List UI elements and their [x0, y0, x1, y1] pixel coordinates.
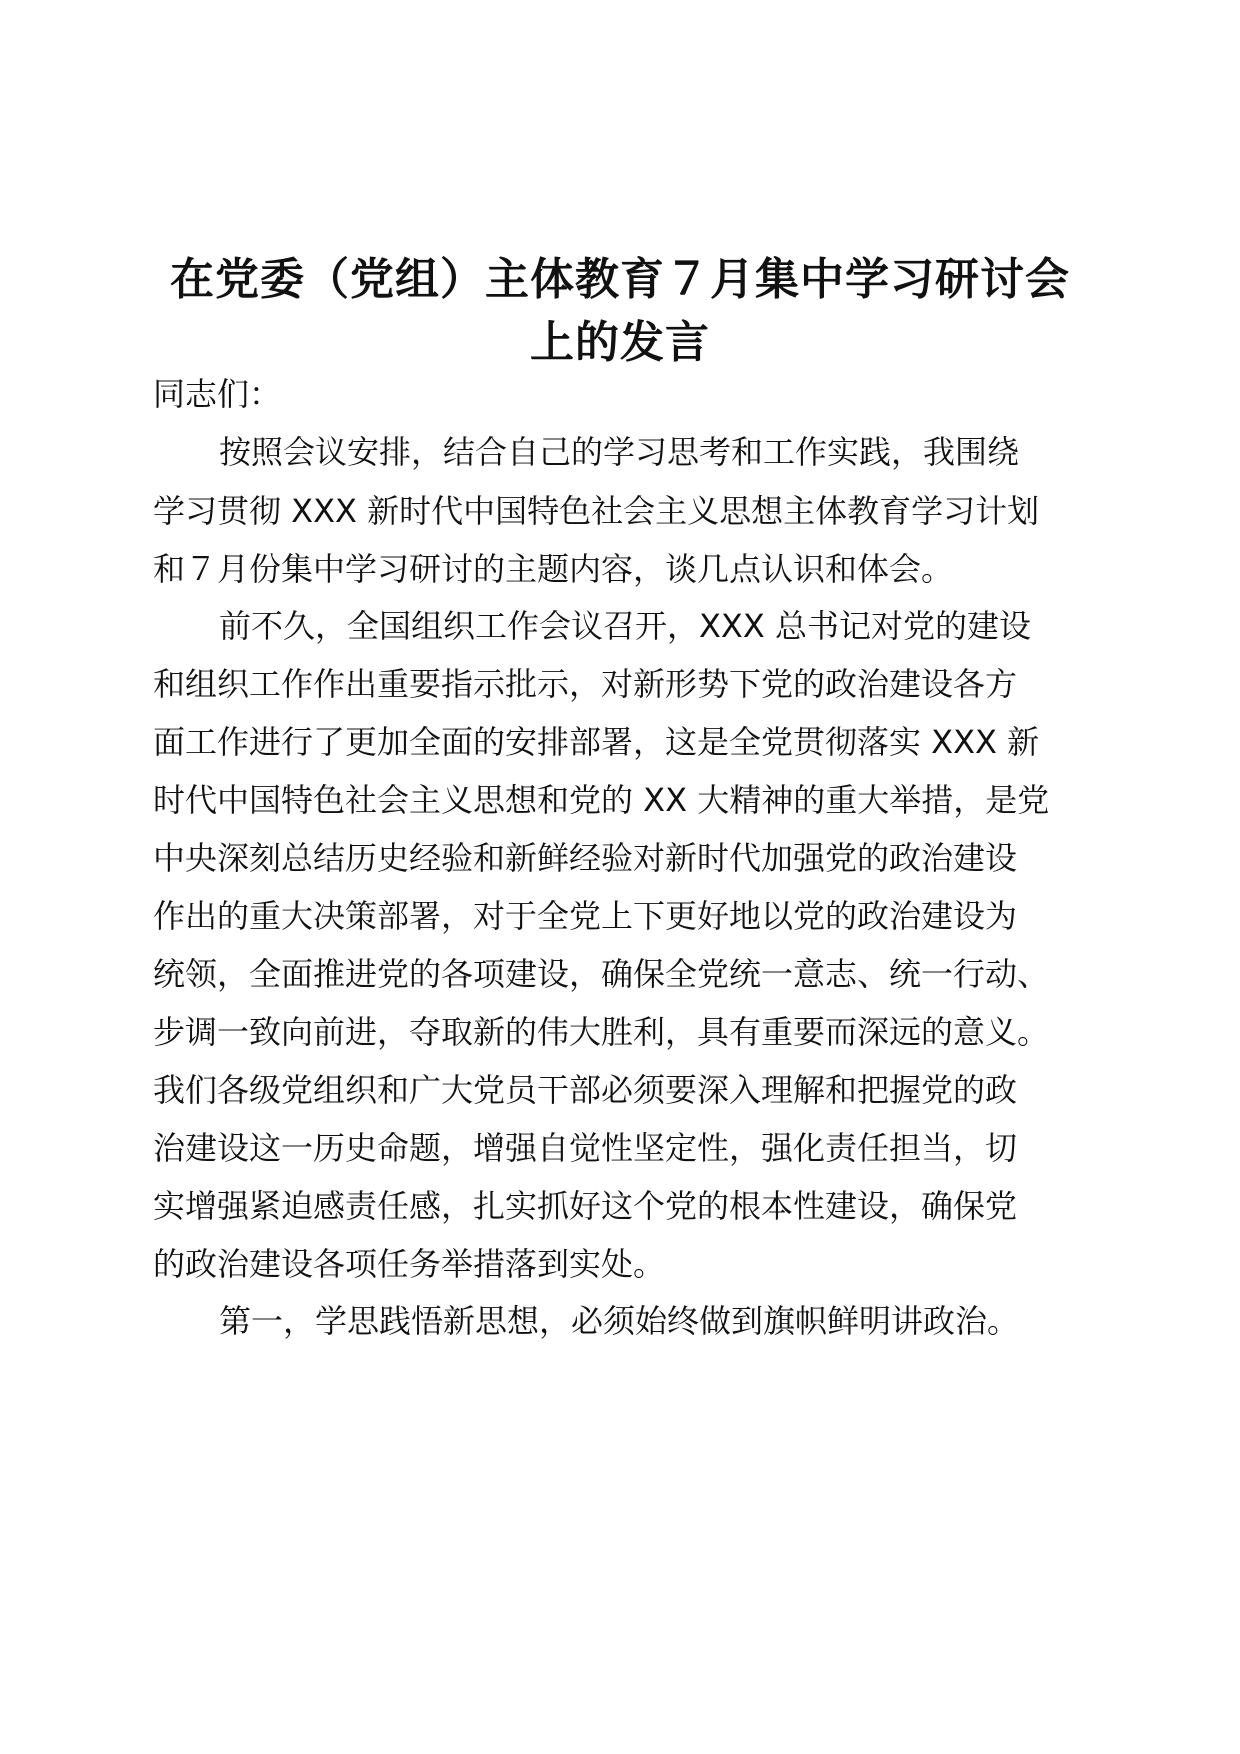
paragraph-2-line: 实增强紧迫感责任感，扎实抓好这个党的根本性建设，确保党: [153, 1187, 1018, 1225]
paragraph-3-line: 第一，学思践悟新思想，必须始终做到旗帜鲜明讲政治。: [219, 1302, 1020, 1340]
paragraph-2-line: 统领，全面推进党的各项建设，确保全党统一意志、统一行动、: [153, 955, 1050, 993]
paragraph-2-line: 作出的重大决策部署，对于全党上下更好地以党的政治建设为: [153, 897, 1018, 935]
paragraph-1-line: 学习贯彻 XXX 新时代中国特色社会主义思想主体教育学习计划: [153, 492, 1040, 530]
paragraph-2-line: 中央深刻总结历史经验和新鲜经验对新时代加强党的政治建设: [153, 839, 1018, 877]
document-title-line-2: 上的发言: [530, 317, 710, 368]
paragraph-2-line: 我们各级党组织和广大党员干部必须要深入理解和把握党的政: [153, 1071, 1018, 1109]
paragraph-2-line: 时代中国特色社会主义思想和党的 XX 大精神的重大举措，是党: [153, 781, 1050, 819]
paragraph-2-line: 面工作进行了更加全面的安排部署，这是全党贯彻落实 XXX 新: [153, 723, 1040, 761]
paragraph-2-line: 前不久，全国组织工作会议召开，XXX 总书记对党的建设: [219, 607, 1031, 645]
document-title-line-1: 在党委（党组）主体教育７月集中学习研讨会: [170, 254, 1070, 305]
paragraph-1-line: 按照会议安排，结合自己的学习思考和工作实践，我围绕: [219, 433, 1020, 471]
salutation: 同志们：: [153, 375, 282, 413]
paragraph-2-line: 治建设这一历史命题，增强自觉性坚定性，强化责任担当，切: [153, 1129, 1018, 1167]
paragraph-2-line: 和组织工作作出重要指示批示，对新形势下党的政治建设各方: [153, 665, 1018, 703]
paragraph-2-line: 的政治建设各项任务举措落到实处。: [153, 1245, 666, 1283]
paragraph-1-line: 和７月份集中学习研讨的主题内容，谈几点认识和体会。: [153, 550, 954, 588]
paragraph-2-line: 步调一致向前进，夺取新的伟大胜利，具有重要而深远的意义。: [153, 1013, 1050, 1051]
